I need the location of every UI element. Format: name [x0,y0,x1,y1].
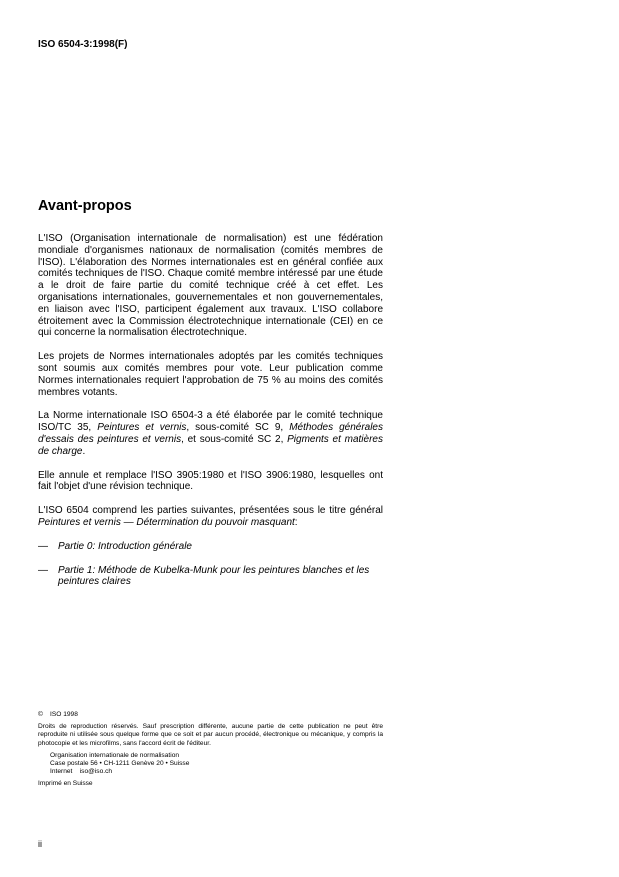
list-item-part-0 [38,541,383,553]
paragraph-draft-approval: Les projets de Normes internationales adoptés par les comités techniques sont soumis aux comités membres pour vote. Leur publication comme Normes internationales requiert l'approbation de 75 % au moins des comités membres votants. [38,351,383,398]
foreword-body [38,233,383,600]
subcommittee-sc2-name: Pigments et matières de charge [38,433,383,457]
copyright-symbol: © [38,711,43,718]
part-title: Partie 0: Introduction générale [58,540,192,552]
copyright-line [38,711,383,719]
subcommittee-sc9-name: Méthodes générales d'essais des peintures et vernis [38,422,383,445]
text-segment: , et sous-comité SC 2, [181,433,288,445]
paragraph-prepared-by [38,410,383,457]
list-item-part-1 [38,565,383,589]
general-title: Peintures et vernis — Détermination du pouvoir masquant [38,516,295,528]
text-segment: . [82,445,86,457]
paragraph-iso-intro: L'ISO (Organisation internationale de normalisation) est une fédération mondiale d'organismes nationaux de normalisation (comités membres de l'ISO). L'élaboration des Normes internationales est en général confiée aux comités techniques de l'ISO. Chaque comité membre intéressé par une étude a le droit de faire partie du comité technique créé à cet effet. Les organisations internationales, gouvernementales et non gouvernementales, en liaison avec l'ISO, participent également aux travaux. L'ISO collabore étroitement avec la Commission électrotechnique internationale (CEI) en ce qui concerne la normalisation électrotechnique. [38,233,383,339]
text-segment: L'ISO 6504 comprend les parties suivantes, présentées sous le titre général [38,505,383,517]
paragraph-replaces: Elle annule et remplace l'ISO 3905:1980 et l'ISO 3906:1980, lesquelles ont fait l'objet d'une révision technique. [38,469,383,493]
dash-bullet: — [38,540,48,552]
text-segment: , sous-comité SC 9, [186,422,290,434]
paragraph-parts-intro [38,505,383,529]
text-segment: : [294,516,298,528]
dash-bullet: — [38,564,48,576]
document-id-header: ISO 6504-3:1998(F) [38,39,128,50]
publisher-postal: Case postale 56 • CH-1211 Genève 20 • Suisse [50,760,190,768]
internet-label: Internet [50,768,73,776]
email-address: iso@iso.ch [79,768,113,776]
part-title: Partie 1: Méthode de Kubelka-Munk pour les peintures blanches et les peintures claires [58,564,370,588]
page-title: Avant-propos [38,198,132,214]
committee-name: Peintures et vernis [97,422,187,434]
copyright-legal-text: Droits de reproduction réservés. Sauf prescription différente, aucune partie de cette publication ne peut être reproduite ni utilisée sous quelque forme que ce soit et par aucun procédé, électronique ou mécanique, y compris la photocopie et les microfilms, sans l'accord écrit de l'éditeur. [38,723,383,747]
page-number: ii [38,839,42,849]
publisher-org: Organisation internationale de normalisation [50,751,180,759]
publisher-internet [50,768,383,776]
printed-in: Imprimé en Suisse [38,780,93,788]
copyright-year: ISO 1998 [50,711,78,718]
copyright-block [38,711,383,789]
text-segment: La Norme internationale ISO 6504-3 a été élaborée par le comité technique ISO/TC 35, [38,410,383,434]
publisher-address [38,752,383,777]
